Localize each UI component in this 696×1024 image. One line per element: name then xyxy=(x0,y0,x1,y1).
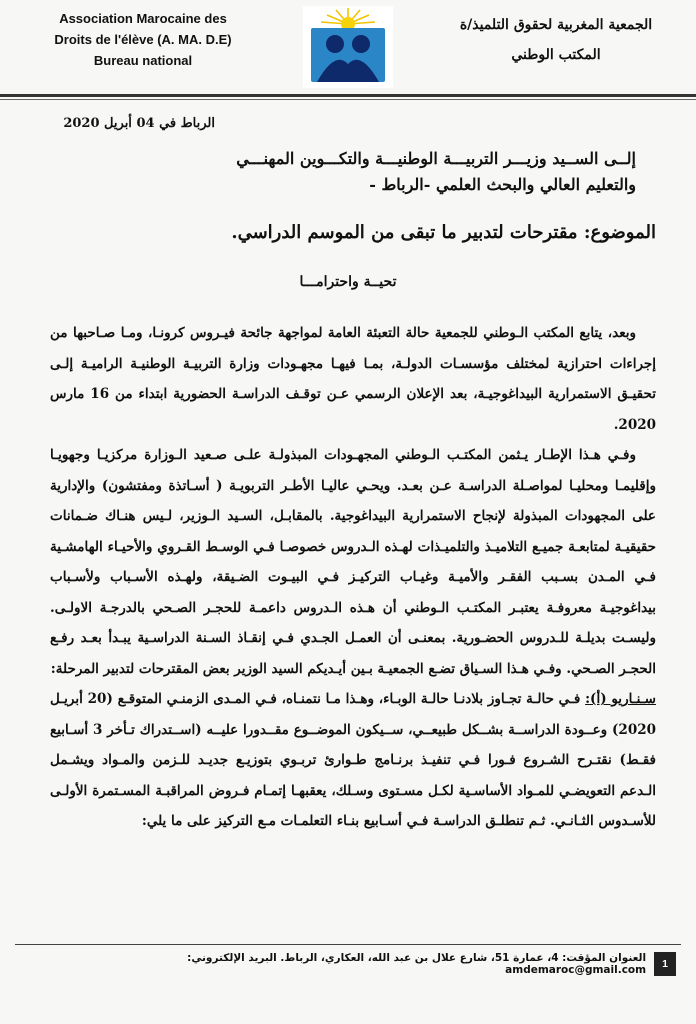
recipient-line2: والتعليم العالي والبحث العلمي -الرباط - xyxy=(369,175,636,194)
org-name-ar-line2: المكتب الوطني xyxy=(511,47,601,63)
page-number: 1 xyxy=(654,952,676,976)
header-divider xyxy=(0,94,696,97)
paragraph-1: وبعد، يتابع المكتب الـوطني للجمعية حالة التعبئة العامة لمواجهة جائحة فيـروس كرونـا، ومـا صـاحبها من إجراءات احترازية لمختلف مؤسسـات الدولـة، بمـا فيهـا مجهـودات وزارة التربيـة الوطنيـة الراميـة إلـى تحقيـق الاستمرارية البيداغوجيـة، بعد الإعلان الرسمي عـن توقـف الدراسـة الحضورية ابتداء من 16 مارس 2020. xyxy=(50,325,656,433)
scenario-a-paragraph xyxy=(50,684,656,837)
org-name-fr-line1: Association Marocaine des xyxy=(59,11,227,26)
letter-body xyxy=(50,318,656,933)
header-arabic xyxy=(436,10,676,70)
paragraph-2: وفـي هـذا الإطـار يـثمن المكتـب الـوطني المجهـودات المبذولـة علـى صـعيد الـوزارة مركزيـا وجهويـا وإقليمـا ومحليـا لمواصـلة الدراسـة عـن بعـد. ويحـي عاليـا الأطـر التربويـة ( أسـاتذة ومفتشون) والإدارية على المجهودات المبذولة لإنجاح الاستمرارية البيداغوجية. بالمقابـل، السـيد الـوزير، لـيس هنـاك ضـمانات حقيقيـة لمتابعـة جميـع التلاميـذ والتلميـذات لهـذه الـدروس خصوصـا فـي الوسـط القـروي والأحيـاء الهامشـية فـي المـدن بسـبب الفقـر والأميـة وغيـاب التركيـز فـي البيـوت الضـيقة، ولهـذه الأسـباب ولأسـباب بيداغوجيـة معروفـة يعتبـر المكتـب الـوطني أن هـذه الـدروس داعمـة للحجـر الصـحي بالدرجـة الاولـى. وليسـت بديلـة للـدروس الحضـورية. بمعنـى أن العمـل الجـدي فـي إنقـاذ السـنة الدراسـية يبـدأ بعـد رفـع الحجـر الصـحي. وفـي هـذا السـياق تضـع الجمعيـة بـين أيـديكم السيد الوزير بعض المقترحات لتدبير المرحلة: xyxy=(50,447,656,677)
association-logo-icon xyxy=(303,6,393,88)
recipient-block xyxy=(110,146,636,198)
scenario-a-text: فـي حالـة تجـاوز بلادنـا حالـة الوبـاء، وهـذا مـا نتمنـاه، فـي المـدى الزمنـي المتوقـع (20 أبريـل 2020) وعــودة الدراســة بشــكل طبيعــي، ســيكون الموضــوع مقــدورا عليــه (اســتدراك تـأخر 3 أسـابيع فقـط) نقتـرح الشـروع فـورا فـي تنفيـذ برنـامج طـوارئ تربـوي بتوزيـع جديـد للـزمن والمـواد ويشـمل الـدعم التعويضـي للمـواد الأساسـية لكـل مسـتوى وسـلك، يعقبهـا إتمـام فـروض المراقبـة المسـتمرة الأولـى للأسـدوس الثـانـي. ثـم تنطلـق الدراسـة فـي أسـابيع بنـاء التعلمـات مـع التركيز على ما يلي: xyxy=(50,691,656,829)
footer-divider xyxy=(15,944,681,945)
org-name-ar-line1: الجمعية المغربية لحقوق التلميذ/ة xyxy=(459,17,653,33)
org-name-fr-line3: Bureau national xyxy=(93,53,193,68)
letter-date: الرباط في 04 أبريل 2020 xyxy=(63,116,215,131)
recipient-line1: إلــى الســيد وزيـــر التربيـــة الوطنيـــة والتكـــوين المهنـــي xyxy=(236,149,636,168)
header-french xyxy=(18,8,268,71)
header-divider-thin xyxy=(0,99,696,100)
footer-address: العنوان المؤقت: 4، عمارة 51، شارع علال بن عبد الله، العكاري، الرباط. البريد الإلكتروني: amdemaroc@gmail.com xyxy=(187,952,647,976)
letter-subject: الموضوع: مقترحات لتدبير ما تبقى من الموسم الدراسي. xyxy=(231,222,656,243)
scenario-a-label: سـنـاريو (أ): xyxy=(585,691,656,707)
letter-greeting: تحيــة واحترامـــا xyxy=(299,274,397,290)
org-name-fr-line2: Droits de l'élève (A. MA. D.E) xyxy=(54,32,232,47)
footer xyxy=(45,950,676,978)
